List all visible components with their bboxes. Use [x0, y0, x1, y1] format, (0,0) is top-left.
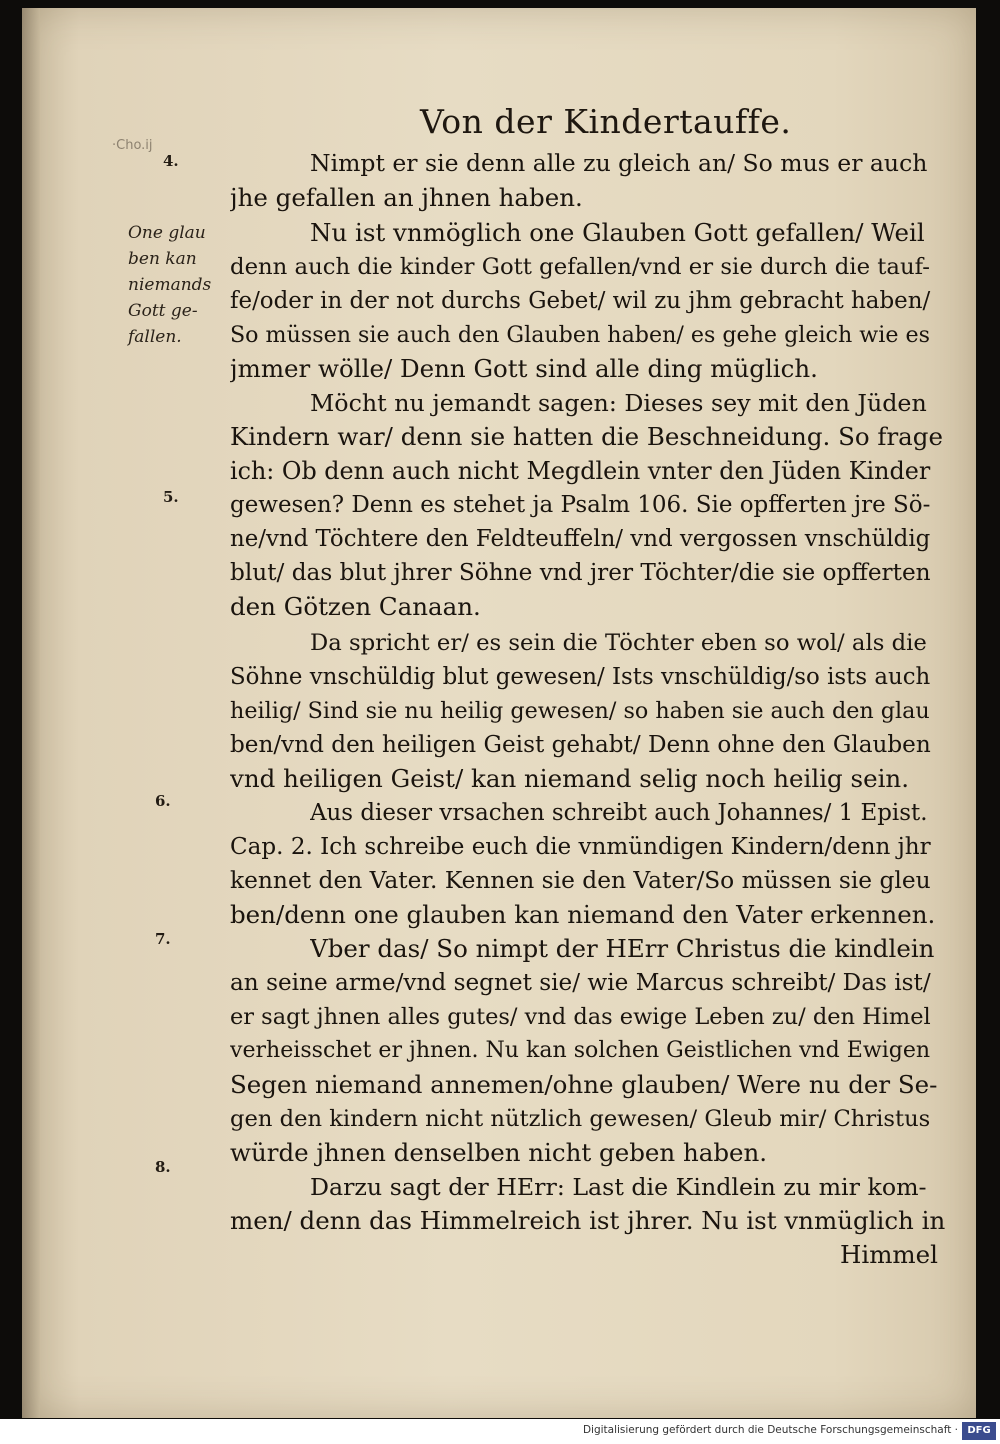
footer-bar	[0, 1419, 1000, 1444]
text-line: denn auch die kinder Gott gefallen/vnd er sie durch die tauf-	[230, 254, 930, 280]
text-line: jmmer wölle/ Denn Gott sind alle ding müglich.	[230, 354, 818, 383]
text-line: Da spricht er/ es sein die Töchter eben so wol/ als die	[310, 630, 927, 656]
running-head: Von der Kindertauffe.	[420, 102, 792, 141]
text-line: Möcht nu jemandt sagen: Dieses sey mit den Jüden	[310, 389, 927, 417]
dfg-logo: DFG	[962, 1422, 996, 1440]
faint-mark: ·Cho.ij	[112, 138, 153, 153]
text-line: Aus dieser vrsachen schreibt auch Johannes/ 1 Epist.	[310, 800, 928, 826]
text-line: heilig/ Sind sie nu heilig gewesen/ so haben sie auch den glau	[230, 698, 930, 724]
text-line: an seine arme/vnd segnet sie/ wie Marcus schreibt/ Das ist/	[230, 970, 931, 996]
margin-note-line: Gott ge-	[128, 301, 198, 321]
text-line: würde jhnen denselben nicht geben haben.	[230, 1138, 768, 1167]
text-line: ben/vnd den heiligen Geist gehabt/ Denn ohne den Glauben	[230, 732, 931, 758]
text-line: kennet den Vater. Kennen sie den Vater/So müssen sie gleu	[230, 867, 931, 894]
margin-note-line: niemands	[128, 275, 212, 295]
text-line: Nu ist vnmöglich one Glauben Gott gefallen/ Weil	[310, 218, 925, 247]
text-line: ich: Ob denn auch nicht Megdlein vnter den Jüden Kinder	[230, 457, 931, 485]
text-line: verheisschet er jhnen. Nu kan solchen Geistlichen vnd Ewigen	[230, 1038, 931, 1063]
text-line: men/ denn das Himmelreich ist jhrer. Nu ist vnmüglich in	[230, 1206, 945, 1235]
text-line: ne/vnd Töchtere den Feldteuffeln/ vnd vergossen vnschüldig	[230, 526, 931, 552]
text-line: Darzu sagt der HErr: Last die Kindlein zu mir kom-	[310, 1173, 927, 1201]
section-number: 4.	[163, 152, 179, 170]
text-line: Vber das/ So nimpt der HErr Christus die kindlein	[310, 934, 935, 963]
text-line: jhe gefallen an jhnen haben.	[230, 183, 583, 212]
text-line: er sagt jhnen alles gutes/ vnd das ewige Leben zu/ den Himel	[230, 1004, 931, 1030]
text-line: fe/oder in der not durchs Gebet/ wil zu jhm gebracht haben/	[230, 288, 931, 314]
text-line: gen den kindern nicht nützlich gewesen/ Gleub mir/ Christus	[230, 1106, 931, 1132]
catchword: Himmel	[840, 1240, 938, 1269]
section-number: 6.	[155, 792, 171, 810]
text-line: Segen niemand annemen/ohne glauben/ Were nu der Se-	[230, 1070, 938, 1099]
margin-note-line: One glau	[128, 223, 206, 243]
text-line: Nimpt er sie denn alle zu gleich an/ So mus er auch	[310, 149, 928, 177]
text-line: blut/ das blut jhrer Söhne vnd jrer Töchter/die sie opfferten	[230, 559, 931, 586]
text-line: den Götzen Canaan.	[230, 592, 481, 621]
section-number: 8.	[155, 1158, 171, 1176]
text-line: So müssen sie auch den Glauben haben/ es gehe gleich wie es	[230, 322, 930, 348]
page-gutter	[22, 8, 40, 1418]
section-number: 5.	[163, 488, 179, 506]
section-number: 7.	[155, 930, 171, 948]
funding-notice: Digitalisierung gefördert durch die Deutsche Forschungsgemeinschaft ·	[582, 1424, 958, 1436]
text-line: vnd heiligen Geist/ kan niemand selig noch heilig sein.	[230, 764, 909, 793]
text-line: Kindern war/ denn sie hatten die Beschneidung. So frage	[230, 422, 943, 451]
text-line: gewesen? Denn es stehet ja Psalm 106. Sie opfferten jre Sö-	[230, 492, 931, 518]
margin-note-line: fallen.	[128, 327, 182, 347]
margin-note-line: ben kan	[128, 249, 197, 269]
text-line: Cap. 2. Ich schreibe euch die vnmündigen Kindern/denn jhr	[230, 834, 931, 860]
text-line: ben/denn one glauben kan niemand den Vater erkennen.	[230, 900, 936, 929]
text-line: Söhne vnschüldig blut gewesen/ Ists vnschüldig/so ists auch	[230, 664, 931, 690]
